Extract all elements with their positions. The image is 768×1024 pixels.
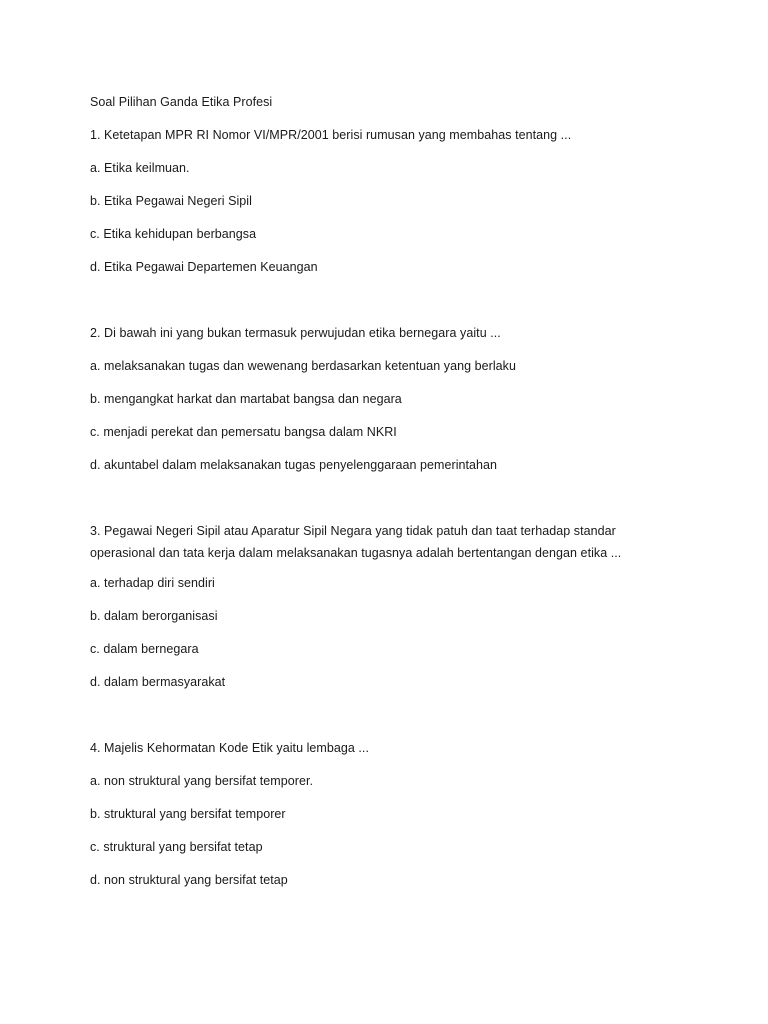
question-2-option-a: a. melaksanakan tugas dan wewenang berdasarkan ketentuan yang berlaku xyxy=(90,359,516,373)
question-4-option-b: b. struktural yang bersifat temporer xyxy=(90,807,286,821)
question-2-option-b: b. mengangkat harkat dan martabat bangsa dan negara xyxy=(90,392,402,406)
document-title: Soal Pilihan Ganda Etika Profesi xyxy=(90,95,273,109)
question-4-text: 4. Majelis Kehormatan Kode Etik yaitu lembaga ... xyxy=(90,741,369,755)
question-1-option-a: a. Etika keilmuan. xyxy=(90,161,190,175)
question-4-option-c: c. struktural yang bersifat tetap xyxy=(90,840,263,854)
question-1-text: 1. Ketetapan MPR RI Nomor VI/MPR/2001 berisi rumusan yang membahas tentang ... xyxy=(90,128,572,142)
question-4-option-d: d. non struktural yang bersifat tetap xyxy=(90,873,288,887)
question-1-option-d: d. Etika Pegawai Departemen Keuangan xyxy=(90,260,318,274)
question-4-option-a: a. non struktural yang bersifat temporer. xyxy=(90,774,313,788)
question-2-option-c: c. menjadi perekat dan pemersatu bangsa dalam NKRI xyxy=(90,425,397,439)
question-3-option-b: b. dalam berorganisasi xyxy=(90,609,218,623)
question-3-text: 3. Pegawai Negeri Sipil atau Aparatur Sipil Negara yang tidak patuh dan taat terhadap standar operasional dan tata kerja dalam melaksanakan tugasnya adalah bertentangan dengan etika ... xyxy=(90,524,622,560)
question-3-option-c: c. dalam bernegara xyxy=(90,642,199,656)
question-3-option-a: a. terhadap diri sendiri xyxy=(90,576,215,590)
question-2-option-d: d. akuntabel dalam melaksanakan tugas penyelenggaraan pemerintahan xyxy=(90,458,498,472)
question-2-text: 2. Di bawah ini yang bukan termasuk perwujudan etika bernegara yaitu ... xyxy=(90,326,501,340)
question-1-option-b: b. Etika Pegawai Negeri Sipil xyxy=(90,194,252,208)
question-3-option-d: d. dalam bermasyarakat xyxy=(90,675,226,689)
question-1-option-c: c. Etika kehidupan berbangsa xyxy=(90,227,257,241)
